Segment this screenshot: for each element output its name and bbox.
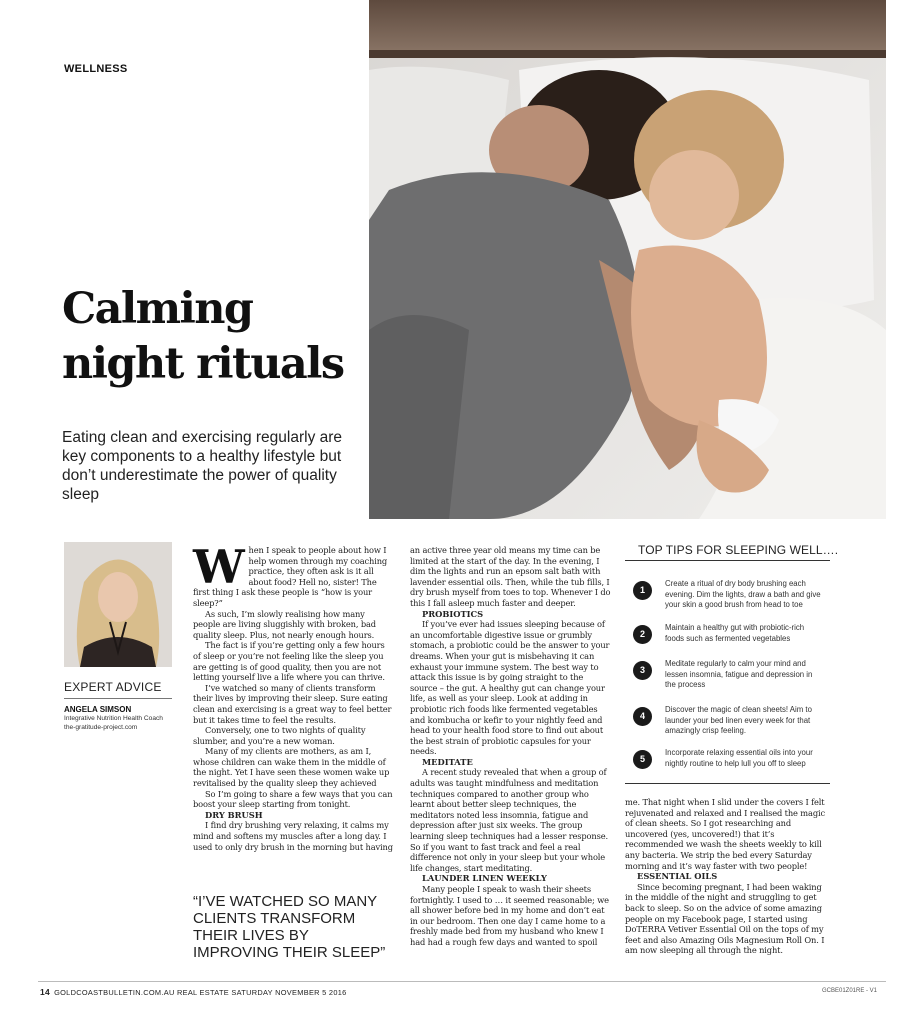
- subheading-probiotics: PROBIOTICS: [422, 608, 484, 619]
- paragraph: I find dry brushing very relaxing, it calms my mind and softens my muscles after a long day. I used to only dry brush in the morning but having: [193, 820, 393, 852]
- paragraph: A recent study revealed that when a group of adults was taught mindfulness and meditation techniques compared to another group who learnt about better sleep techniques, the meditators noted less insomnia, fatigue and depression after just six weeks. The group learning sleep techniques had a lesser response. So if you want to fast track and feel a real difference not only in your sleep but your whole life changes, start meditating.: [410, 767, 608, 873]
- paragraph: hen I speak to people about how I help women through my coaching practice, they often ask is it all about food? Hell no, sister! The first thing I ask these people is “how is your sleep?”: [193, 545, 388, 608]
- tips-top-rule: [625, 560, 830, 561]
- expert-role: Integrative Nutrition Health Coach: [64, 715, 163, 722]
- tip-number-badge: 5: [633, 750, 652, 769]
- expert-advice-label: EXPERT ADVICE: [64, 680, 162, 694]
- page-folio: [40, 987, 347, 997]
- standfirst: Eating clean and exercising regularly are key components to a healthy lifestyle but don’t underestimate the power of quality sleep: [62, 429, 343, 503]
- folio-text: GOLDCOASTBULLETIN.COM.AU REAL ESTATE SATURDAY NOVEMBER 5 2016: [54, 988, 347, 997]
- tip-text: Create a ritual of dry body brushing each evening. Dim the lights, draw a bath and give your skin a good brush from head to toe: [665, 579, 821, 609]
- expert-website: the-gratitude-project.com: [64, 724, 138, 731]
- tip-number-badge: 1: [633, 581, 652, 600]
- drop-cap: W: [193, 540, 245, 594]
- tip-number-badge: 3: [633, 661, 652, 680]
- tip-text: Meditate regularly to calm your mind and lessen insomnia, fatigue and depression in the process: [665, 659, 813, 689]
- paragraph: me. That night when I slid under the covers I felt rejuvenated and relaxed and I realised the magic of clean sheets. So I got researching and uncovered (yes, uncovered!) that it’s recommended we wash the sheets weekly to kill any bacteria. We strip the bed every Saturday morning and it’s way faster with two people!: [625, 797, 825, 871]
- expert-name: ANGELA SIMSON: [64, 705, 132, 714]
- headline: Calming night rituals: [62, 284, 344, 389]
- tip-text: Discover the magic of clean sheets! Aim to launder your bed linen every week for that amazingly crisp feeling.: [665, 705, 812, 735]
- subheading-launder-linen: LAUNDER LINEN WEEKLY: [422, 873, 547, 884]
- footer-rule: [38, 981, 886, 982]
- portrait-illustration: [64, 542, 172, 667]
- tip-text: Maintain a healthy gut with probiotic-rich foods such as fermented vegetables: [665, 623, 805, 643]
- article-column-3: [625, 797, 830, 956]
- tips-title: TOP TIPS FOR SLEEPING WELL….: [638, 543, 839, 557]
- pull-quote: “I’VE WATCHED SO MANY CLIENTS TRANSFORM THEIR LIVES BY IMPROVING THEIR SLEEP”: [193, 893, 386, 961]
- article-column-1: [193, 540, 393, 852]
- expert-portrait: [64, 542, 172, 667]
- paragraph: So I’m going to share a few ways that you can boost your sleep starting from tonight.: [193, 788, 393, 810]
- paragraph: As such, I’m slowly realising how many people are living sluggishly with broken, bad quality sleep. Plus, not nearly enough hours.: [193, 608, 376, 640]
- tips-bottom-rule: [625, 783, 830, 784]
- paragraph: an active three year old means my time can be limited at the start of the day. In the evening, I dim the lights and run an epsom salt bath with lavender essential oils. Then, while the tub fills, I dry brush myself from toes to top. Whenever I do this I fall asleep much faster and deeper.: [410, 545, 611, 608]
- paragraph: Conversely, one to two nights of quality slumber, and you’re a new woman.: [193, 725, 366, 746]
- subheading-dry-brush: DRY BRUSH: [205, 809, 263, 820]
- page-number: 14: [40, 987, 51, 997]
- expert-divider: [64, 698, 172, 699]
- paragraph: I’ve watched so many of clients transform their lives by improving their sleep. Sure eating clean and exercising is a great way to feel better but it takes time to feel the results.: [193, 682, 392, 725]
- paragraph: The fact is if you’re getting only a few hours of sleep or you’re not feeling like the sleep you are getting is of good quality, then you are not letting yourself live a life where you can thrive.: [193, 640, 385, 683]
- hero-photo: [369, 0, 886, 519]
- subheading-essential-oils: ESSENTIAL OILS: [637, 871, 718, 882]
- tip-number-badge: 2: [633, 625, 652, 644]
- paragraph: Many of my clients are mothers, as am I, whose children can wake them in the middle of the night. Yet I have seen these women wake up revitalised by the quality sleep they achieved: [193, 746, 390, 789]
- section-label: WELLNESS: [64, 63, 128, 75]
- hero-photo-illustration: [369, 0, 886, 519]
- tip-number-badge: 4: [633, 707, 652, 726]
- subheading-meditate: MEDITATE: [422, 756, 473, 767]
- tip-text: Incorporate relaxing essential oils into your nightly routine to help lull you off to sleep: [665, 748, 813, 768]
- paragraph: If you’ve ever had issues sleeping because of an uncomfortable digestive issue or grumbly stomach, a probiotic could be the answer to your dreams. When your gut is misbehaving it can exhaust your immune system. The best way to attack this issue is by going straight to the source – the gut. A healthy gut can change your life, as well as your sleep. Look at adding in probiotic rich foods like fermented vegetables and kombucha or kefir to your nightly feed and head to your health food store to find out about the best strain of probiotic capsules for your needs.: [410, 619, 610, 757]
- paragraph: Since becoming pregnant, I had been waking in the middle of the night and struggling to get back to sleep. So on the advice of some amazing people on my Facebook page, I started using DoTERRA Vetiver Essential Oil on the tops of my feet and also Amazing Oils Magnesium Roll On. I am now sleeping all through the night.: [625, 881, 825, 956]
- paragraph: Many people I speak to wash their sheets fortnightly. I used to … it seemed reasonable; we all shower before bed in my home and don’t eat in our bedroom. Then one day I came home to a freshly made bed from my husband who knew I had had a rough few days and wanted to spoil: [410, 884, 609, 947]
- article-column-2: [410, 545, 612, 948]
- edition-code: GCBE01Z01RE - V1: [822, 988, 878, 994]
